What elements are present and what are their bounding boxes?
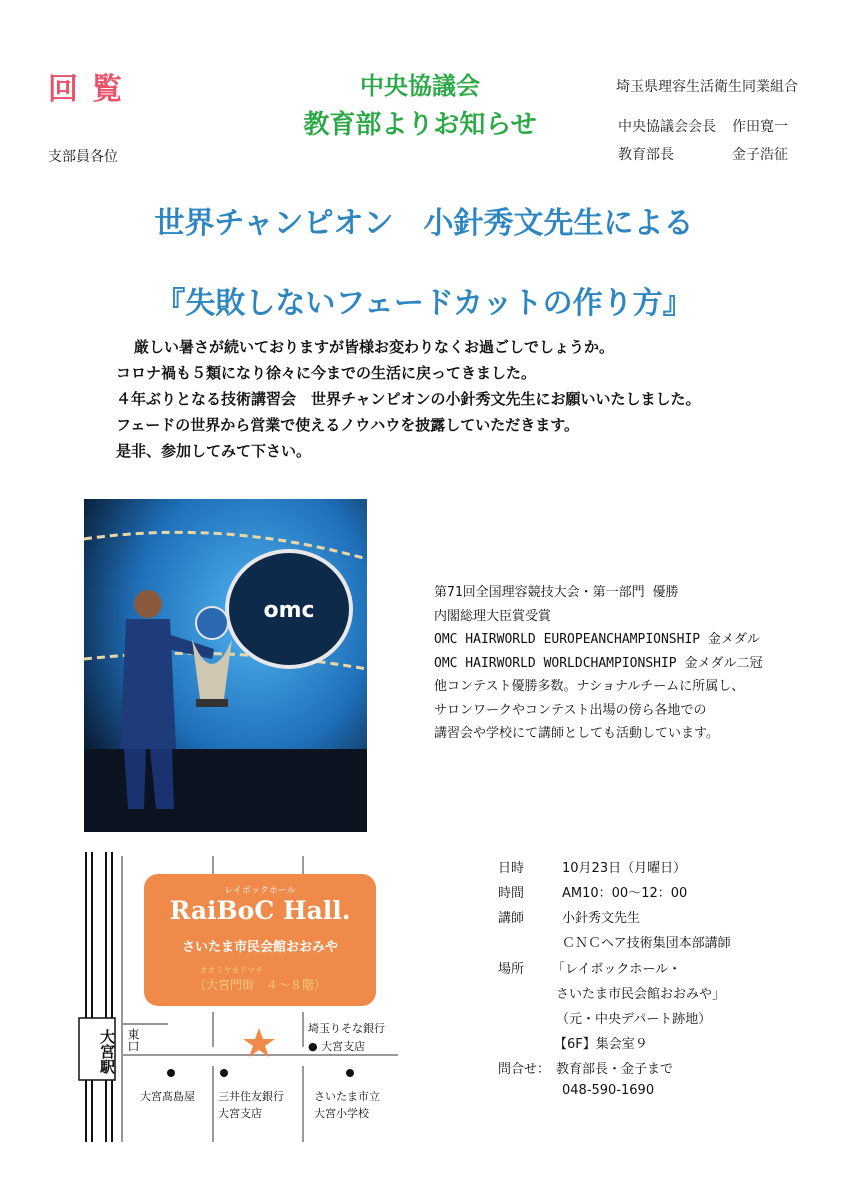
chair-title: 中央協議会会長 xyxy=(618,119,716,135)
bio-line: OMC HAIRWORLD WORLDCHAMPIONSHIP 金メダル二冠 xyxy=(434,655,763,671)
time-value: AM10：00～12：00 xyxy=(562,886,688,901)
smbc-bank-label: 三井住友銀行 xyxy=(218,1090,284,1103)
place-line-3: （元・中央デパート跡地） xyxy=(556,1012,712,1027)
place-line-4: 【6F】集会室９ xyxy=(554,1037,648,1052)
hall-logo: RaiBoC Hall. xyxy=(169,896,351,925)
bio-line: 講習会や学校にて講師としても活動しています。 xyxy=(434,726,719,741)
omc-logo-text: omc xyxy=(263,598,315,623)
place-line-2: さいたま市民会館おおみや」 xyxy=(556,987,726,1002)
east-exit-label: 東口 xyxy=(126,1028,140,1052)
lecturer-org: ＣＮＣヘア技術集団本部講師 xyxy=(562,936,731,951)
chair-name: 作田寛一 xyxy=(732,119,788,135)
phone-number: 048-590-1690 xyxy=(562,1083,655,1098)
edu-name: 金子浩征 xyxy=(732,147,788,163)
place-label: 場所 xyxy=(498,962,525,977)
access-map xyxy=(78,852,408,1148)
intro-line: 厳しい暑さが続いておりますが皆様お変わりなくお過ごしでしょうか。 xyxy=(134,338,615,356)
takashimaya-label: 大宮髙島屋 xyxy=(140,1090,195,1103)
bio-line: OMC HAIRWORLD EUROPEANCHAMPIONSHIP 金メダル xyxy=(434,632,760,647)
bio-line: サロンワークやコンテスト出場の傍ら各地での xyxy=(434,702,707,718)
smbc-branch-label: 大宮支店 xyxy=(218,1107,262,1120)
resona-branch-label: ● 大宮支店 xyxy=(308,1040,366,1053)
event-details xyxy=(498,857,828,1117)
lecturer-label: 講師 xyxy=(498,911,525,926)
intro-text xyxy=(116,334,816,464)
time-label: 時間 xyxy=(498,886,525,901)
intro-line: ４年ぶりとなる技術講習会 世界チャンピオンの小針秀文先生にお願いいたしました。 xyxy=(116,390,701,408)
hall-kana: レイボックホール xyxy=(224,886,296,896)
bio-line: 他コンテスト優勝多数。ナショナルチームに所属し、 xyxy=(434,679,745,694)
addressee: 支部員各位 xyxy=(48,149,118,165)
bio-line: 第71回全国理容競技大会・第一部門 優勝 xyxy=(434,585,679,600)
school-label-1: さいたま市立 xyxy=(314,1090,380,1103)
lecturer-value: 小針秀文先生 xyxy=(562,911,641,926)
intro-line: 是非、参加してみて下さい。 xyxy=(116,442,312,460)
contact-value: 教育部長・金子まで xyxy=(556,1062,674,1077)
main-title: 世界チャンピオン 小針秀文先生による xyxy=(154,206,694,241)
street-kana: オオミヤカドマチ xyxy=(199,966,264,975)
date-label: 日時 xyxy=(498,861,525,876)
champion-photo-graphic xyxy=(84,499,367,832)
place-line-1: 「レイボックホール・ xyxy=(552,962,682,977)
champion-photo xyxy=(84,499,367,832)
hall-name: さいたま市民会館おおみや xyxy=(181,940,338,955)
bio-line: 内閣総理大臣賞受賞 xyxy=(434,608,552,624)
union-name: 埼玉県理容生活衛生同業組合 xyxy=(616,79,798,95)
street-name: （大宮門街 ４～８階） xyxy=(193,978,326,992)
intro-line: フェードの世界から営業で使えるノウハウを披露していただきます。 xyxy=(116,416,580,434)
school-label-2: 大宮小学校 xyxy=(314,1107,369,1120)
org-title: 中央協議会 xyxy=(360,72,480,100)
station-label: 大宮駅 xyxy=(98,1028,116,1074)
org-subtitle: 教育部よりお知らせ xyxy=(303,110,537,140)
resona-bank-label: 埼玉りそな銀行 xyxy=(308,1022,385,1035)
lecturer-bio xyxy=(434,581,834,746)
circulation-label: 回覧 xyxy=(48,72,136,107)
date-value: 10月23日（月曜日） xyxy=(562,861,687,876)
contact-label: 問合せ： xyxy=(498,1062,551,1077)
edu-title: 教育部長 xyxy=(618,147,674,163)
main-subtitle: 『失敗しないフェードカットの作り方』 xyxy=(155,286,693,321)
intro-line: コロナ禍も５類になり徐々に今までの生活に戻ってきました。 xyxy=(116,364,537,382)
